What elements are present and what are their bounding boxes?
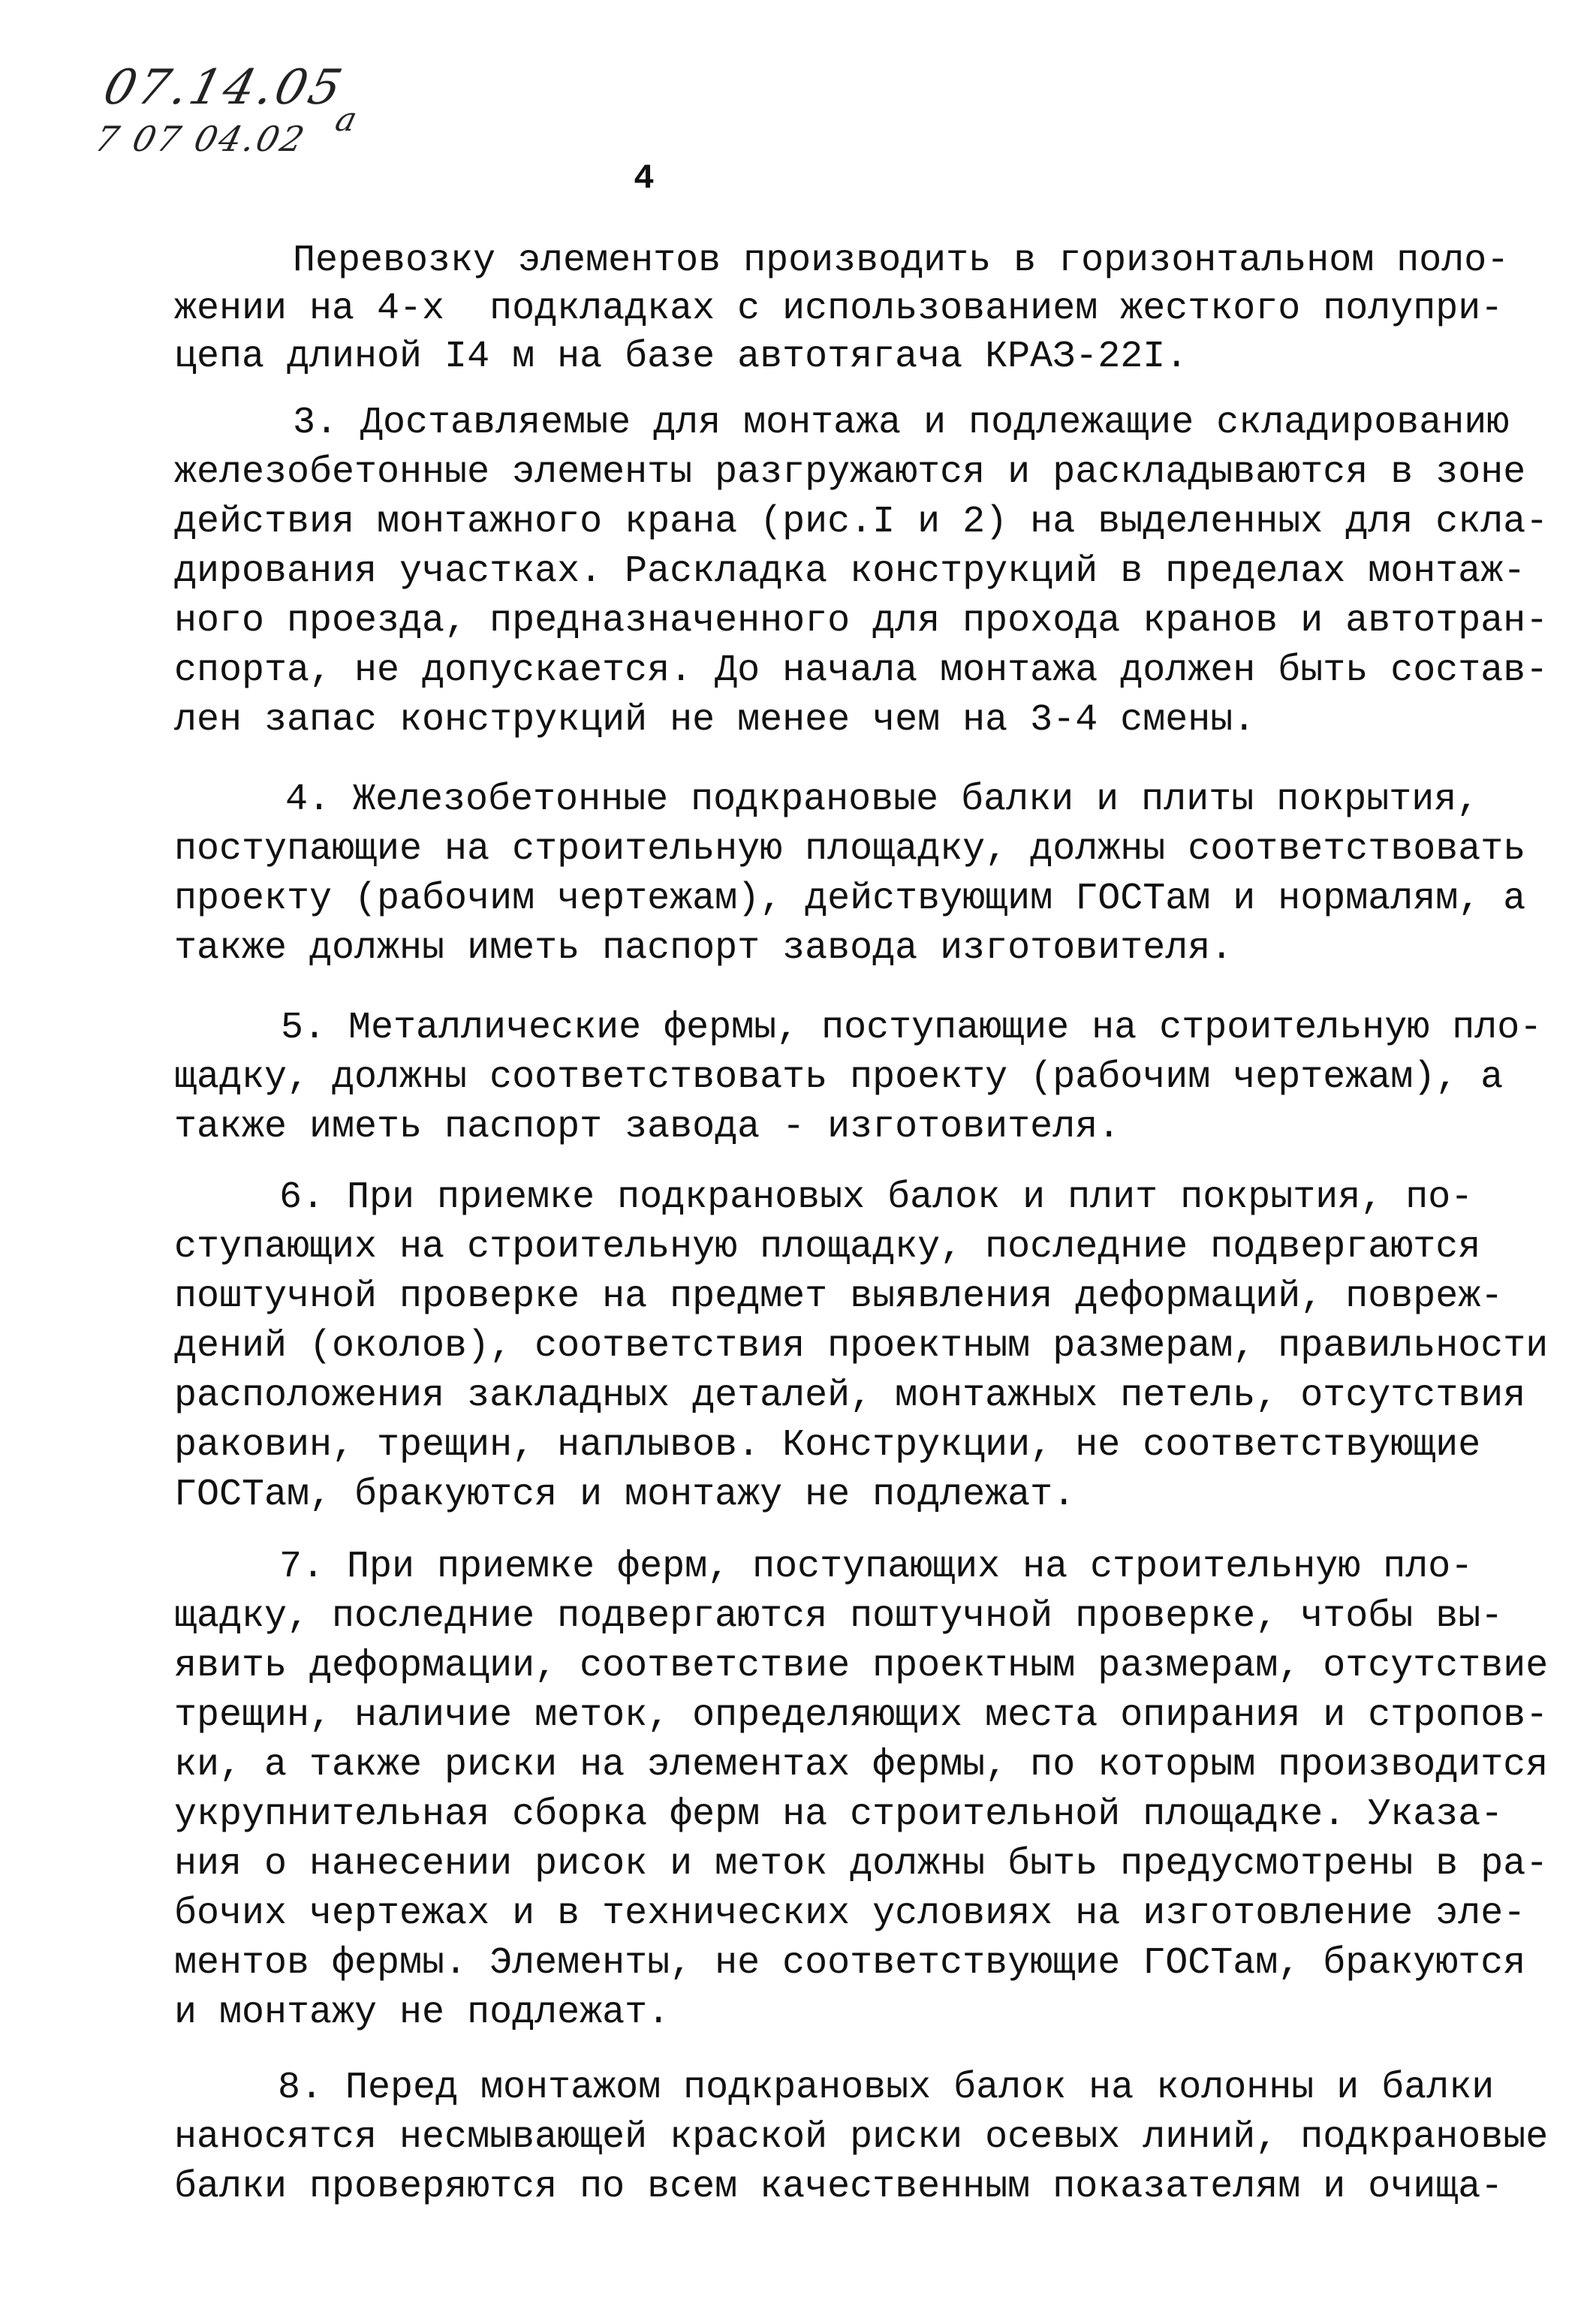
handwritten-document-code: 07.14.05 xyxy=(98,60,351,116)
text-line: действия монтажного крана (рис.I и 2) на выделенных для скла- xyxy=(174,501,1549,543)
text-line: трещин, наличие меток, определяющих места опирания и стропов- xyxy=(174,1694,1549,1737)
text-line: ментов фермы. Элементы, не соответствующие ГОСТам, бракуются xyxy=(174,1942,1526,1985)
text-line: поштучной проверке на предмет выявления деформаций, повреж- xyxy=(174,1275,1504,1318)
text-line: Перевозку элементов производить в горизонтальном поло- xyxy=(293,239,1510,282)
text-line: раковин, трещин, наплывов. Конструкции, не соответствующие xyxy=(174,1424,1481,1467)
text-line: бочих чертежах и в технических условиях на изготовление эле- xyxy=(174,1892,1526,1935)
text-line: щадку, должны соответствовать проекту (рабочим чертежам), а xyxy=(174,1056,1504,1099)
text-line: 8. Перед монтажом подкрановых балок на колонны и балки xyxy=(278,2067,1495,2109)
text-line: жении на 4-х подкладках с использованием жесткого полупри- xyxy=(174,287,1504,330)
text-line: 6. При приемке подкрановых балок и плит покрытия, по- xyxy=(279,1176,1474,1219)
text-line: явить деформации, соответствие проектным размерам, отсутствие xyxy=(174,1645,1549,1687)
handwritten-suffix: а xyxy=(331,101,361,139)
page-number: 4 xyxy=(634,159,655,198)
text-line: также иметь паспорт завода - изготовителя. xyxy=(174,1106,1121,1148)
text-line: укрупнительная сборка ферм на строительной площадке. Указа- xyxy=(174,1793,1504,1836)
text-line: ГОСТам, бракуются и монтажу не подлежат. xyxy=(174,1474,1076,1516)
text-line: балки проверяются по всем качественным показателям и очища- xyxy=(174,2166,1504,2208)
text-line: дирования участках. Раскладка конструкций в пределах монтаж- xyxy=(174,550,1526,593)
text-line: ния о нанесении рисок и меток должны быть предусмотрены в ра- xyxy=(174,1843,1549,1886)
text-line: щадку, последние подвергаются поштучной проверке, чтобы вы- xyxy=(174,1595,1504,1638)
text-line: и монтажу не подлежат. xyxy=(174,1991,670,2034)
text-line: 7. При приемке ферм, поступающих на строительную пло- xyxy=(279,1546,1474,1588)
text-line: лен запас конструкций не менее чем на 3-4 смены. xyxy=(174,699,1256,742)
text-line: ки, а также риски на элементах фермы, по которым производится xyxy=(174,1744,1549,1787)
text-line: 5. Металлические фермы, поступающие на строительную пло- xyxy=(281,1007,1543,1049)
text-line: спорта, не допускается. До начала монтажа должен быть состав- xyxy=(174,649,1549,692)
text-line: железобетонные элементы разгружаются и раскладываются в зоне xyxy=(174,451,1526,494)
text-line: цепа длиной I4 м на базе автотягача КРАЗ-22I. xyxy=(174,336,1188,378)
text-line: наносятся несмывающей краской риски осевых линий, подкрановые xyxy=(174,2116,1549,2159)
text-line: ного проезда, предназначенного для прохода кранов и автотран- xyxy=(174,600,1549,643)
text-line: 4. Железобетонные подкрановые балки и плиты покрытия, xyxy=(285,778,1480,821)
handwritten-document-subcode: 7 07 04.02 xyxy=(91,119,311,159)
text-line: ступающих на строительную площадку, последние подвергаются xyxy=(174,1226,1481,1269)
text-line: проекту (рабочим чертежам), действующим ГОСТам и нормалям, а xyxy=(174,878,1526,920)
text-line: 3. Доставляемые для монтажа и подлежащие складированию xyxy=(293,402,1510,444)
text-line: поступающие на строительную площадку, должны соответствовать xyxy=(174,828,1526,871)
text-line: дений (околов), соответствия проектным размерам, правильности xyxy=(174,1325,1549,1368)
text-line: также должны иметь паспорт завода изготовителя. xyxy=(174,927,1233,970)
text-line: расположения закладных деталей, монтажных петель, отсутствия xyxy=(174,1374,1526,1417)
